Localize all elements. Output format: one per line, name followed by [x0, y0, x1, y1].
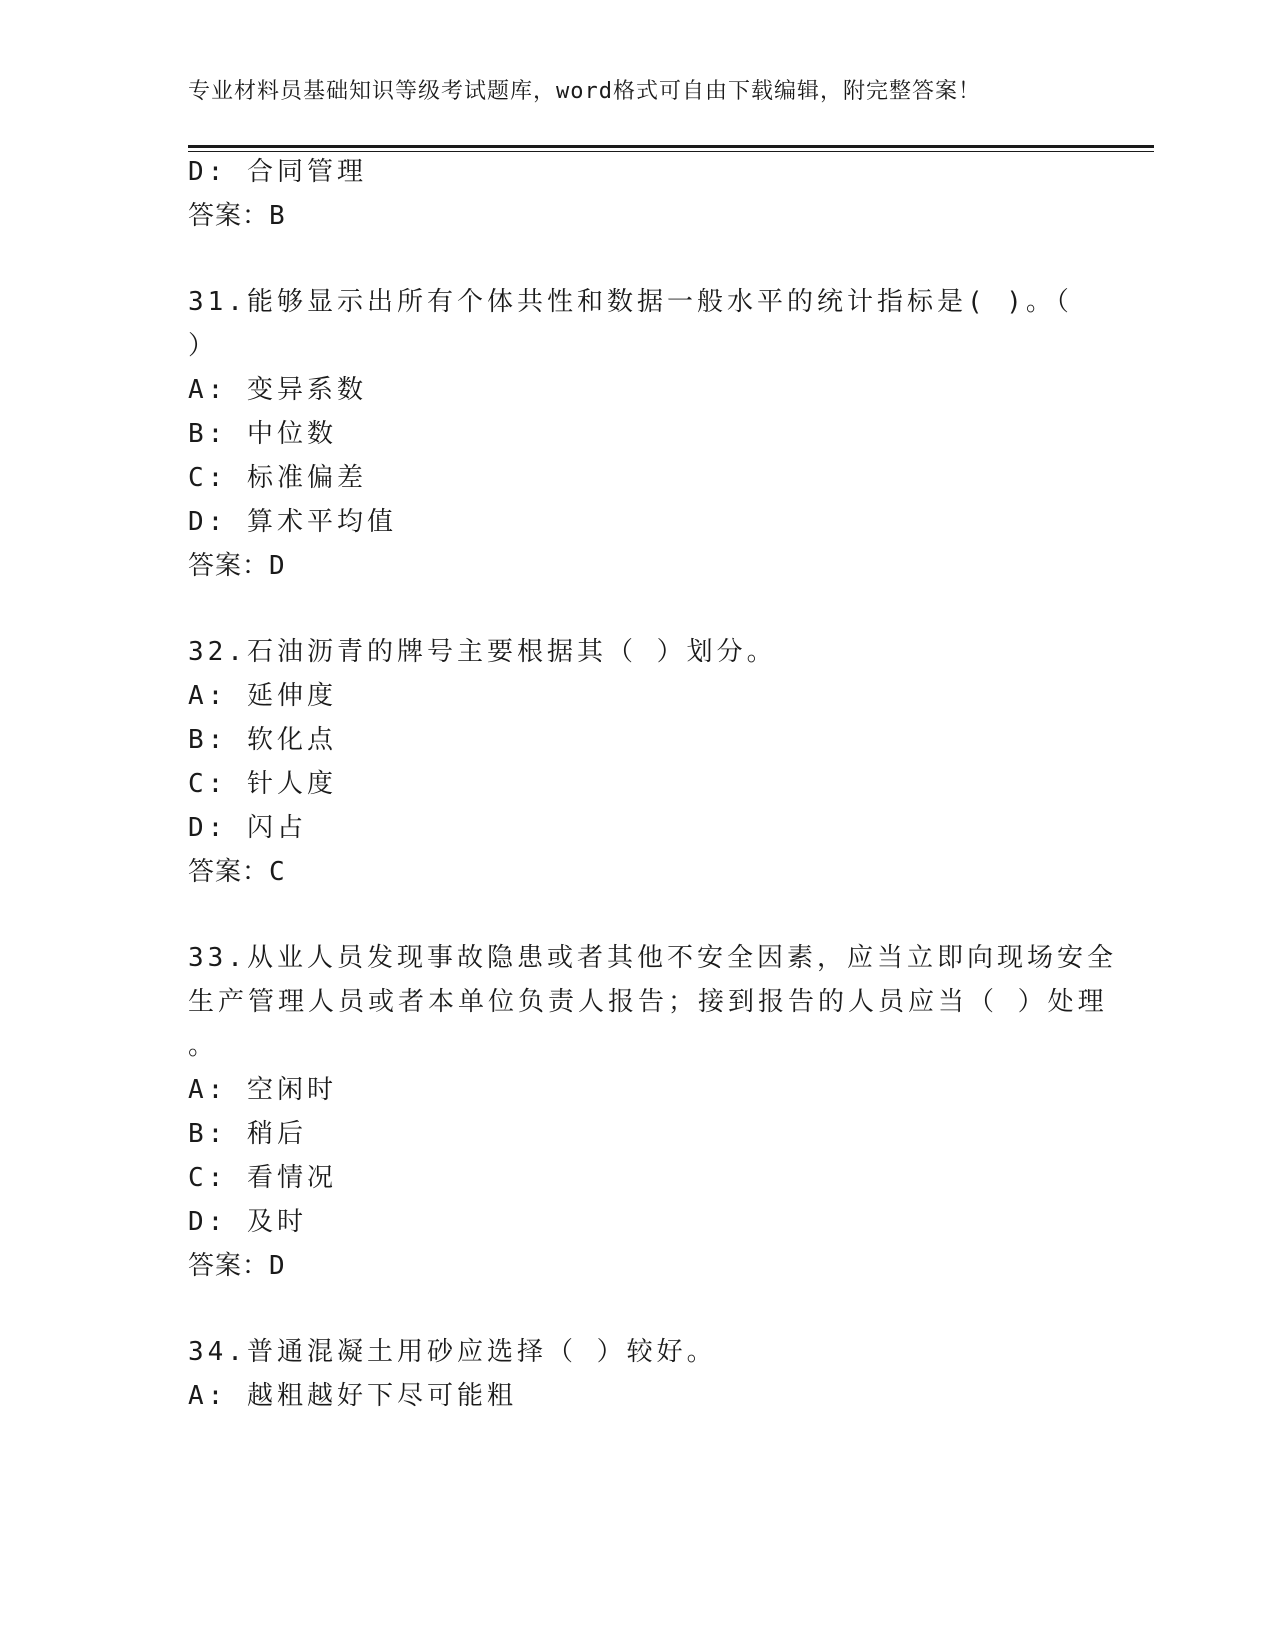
q33-stem-line3: 。 [188, 1031, 219, 1061]
q34-stem-line1: 34.普通混凝土用砂应选择（ ）较好。 [188, 1337, 717, 1367]
q33-option-b: B: 稍后 [188, 1119, 307, 1149]
q32-option-d: D: 闪占 [188, 813, 307, 843]
header-rule-thick [188, 145, 1154, 148]
q31-stem-line1: 31.能够显示出所有个体共性和数据一般水平的统计指标是( )。（ [188, 287, 1073, 317]
q33-option-d: D: 及时 [188, 1207, 307, 1237]
q32-option-b: B: 软化点 [188, 725, 337, 755]
page-header: 专业材料员基础知识等级考试题库，word格式可自由下载编辑，附完整答案！ [188, 79, 981, 104]
q32-stem-line1: 32.石油沥青的牌号主要根据其（ ）划分。 [188, 637, 777, 667]
q33-option-a: A: 空闲时 [188, 1075, 337, 1105]
q32-option-c: C: 针人度 [188, 769, 337, 799]
q31-answer: 答案：D [188, 551, 286, 581]
q31-option-b: B: 中位数 [188, 419, 337, 449]
prev-option-d: D: 合同管理 [188, 157, 367, 187]
q33-stem-line2: 生产管理人员或者本单位负责人报告；接到报告的人员应当（ ）处理 [188, 987, 1108, 1017]
q32-answer: 答案：C [188, 857, 286, 887]
prev-answer: 答案：B [188, 201, 286, 231]
q33-option-c: C: 看情况 [188, 1163, 337, 1193]
q33-answer: 答案：D [188, 1251, 286, 1281]
q34-option-a: A: 越粗越好下尽可能粗 [188, 1381, 517, 1411]
q31-stem-line2: ） [188, 331, 219, 361]
header-rule-thin [188, 151, 1154, 152]
q32-option-a: A: 延伸度 [188, 681, 337, 711]
q31-option-c: C: 标准偏差 [188, 463, 367, 493]
q31-option-d: D: 算术平均值 [188, 507, 397, 537]
q33-stem-line1: 33.从业人员发现事故隐患或者其他不安全因素，应当立即向现场安全 [188, 943, 1117, 973]
q31-option-a: A: 变异系数 [188, 375, 367, 405]
